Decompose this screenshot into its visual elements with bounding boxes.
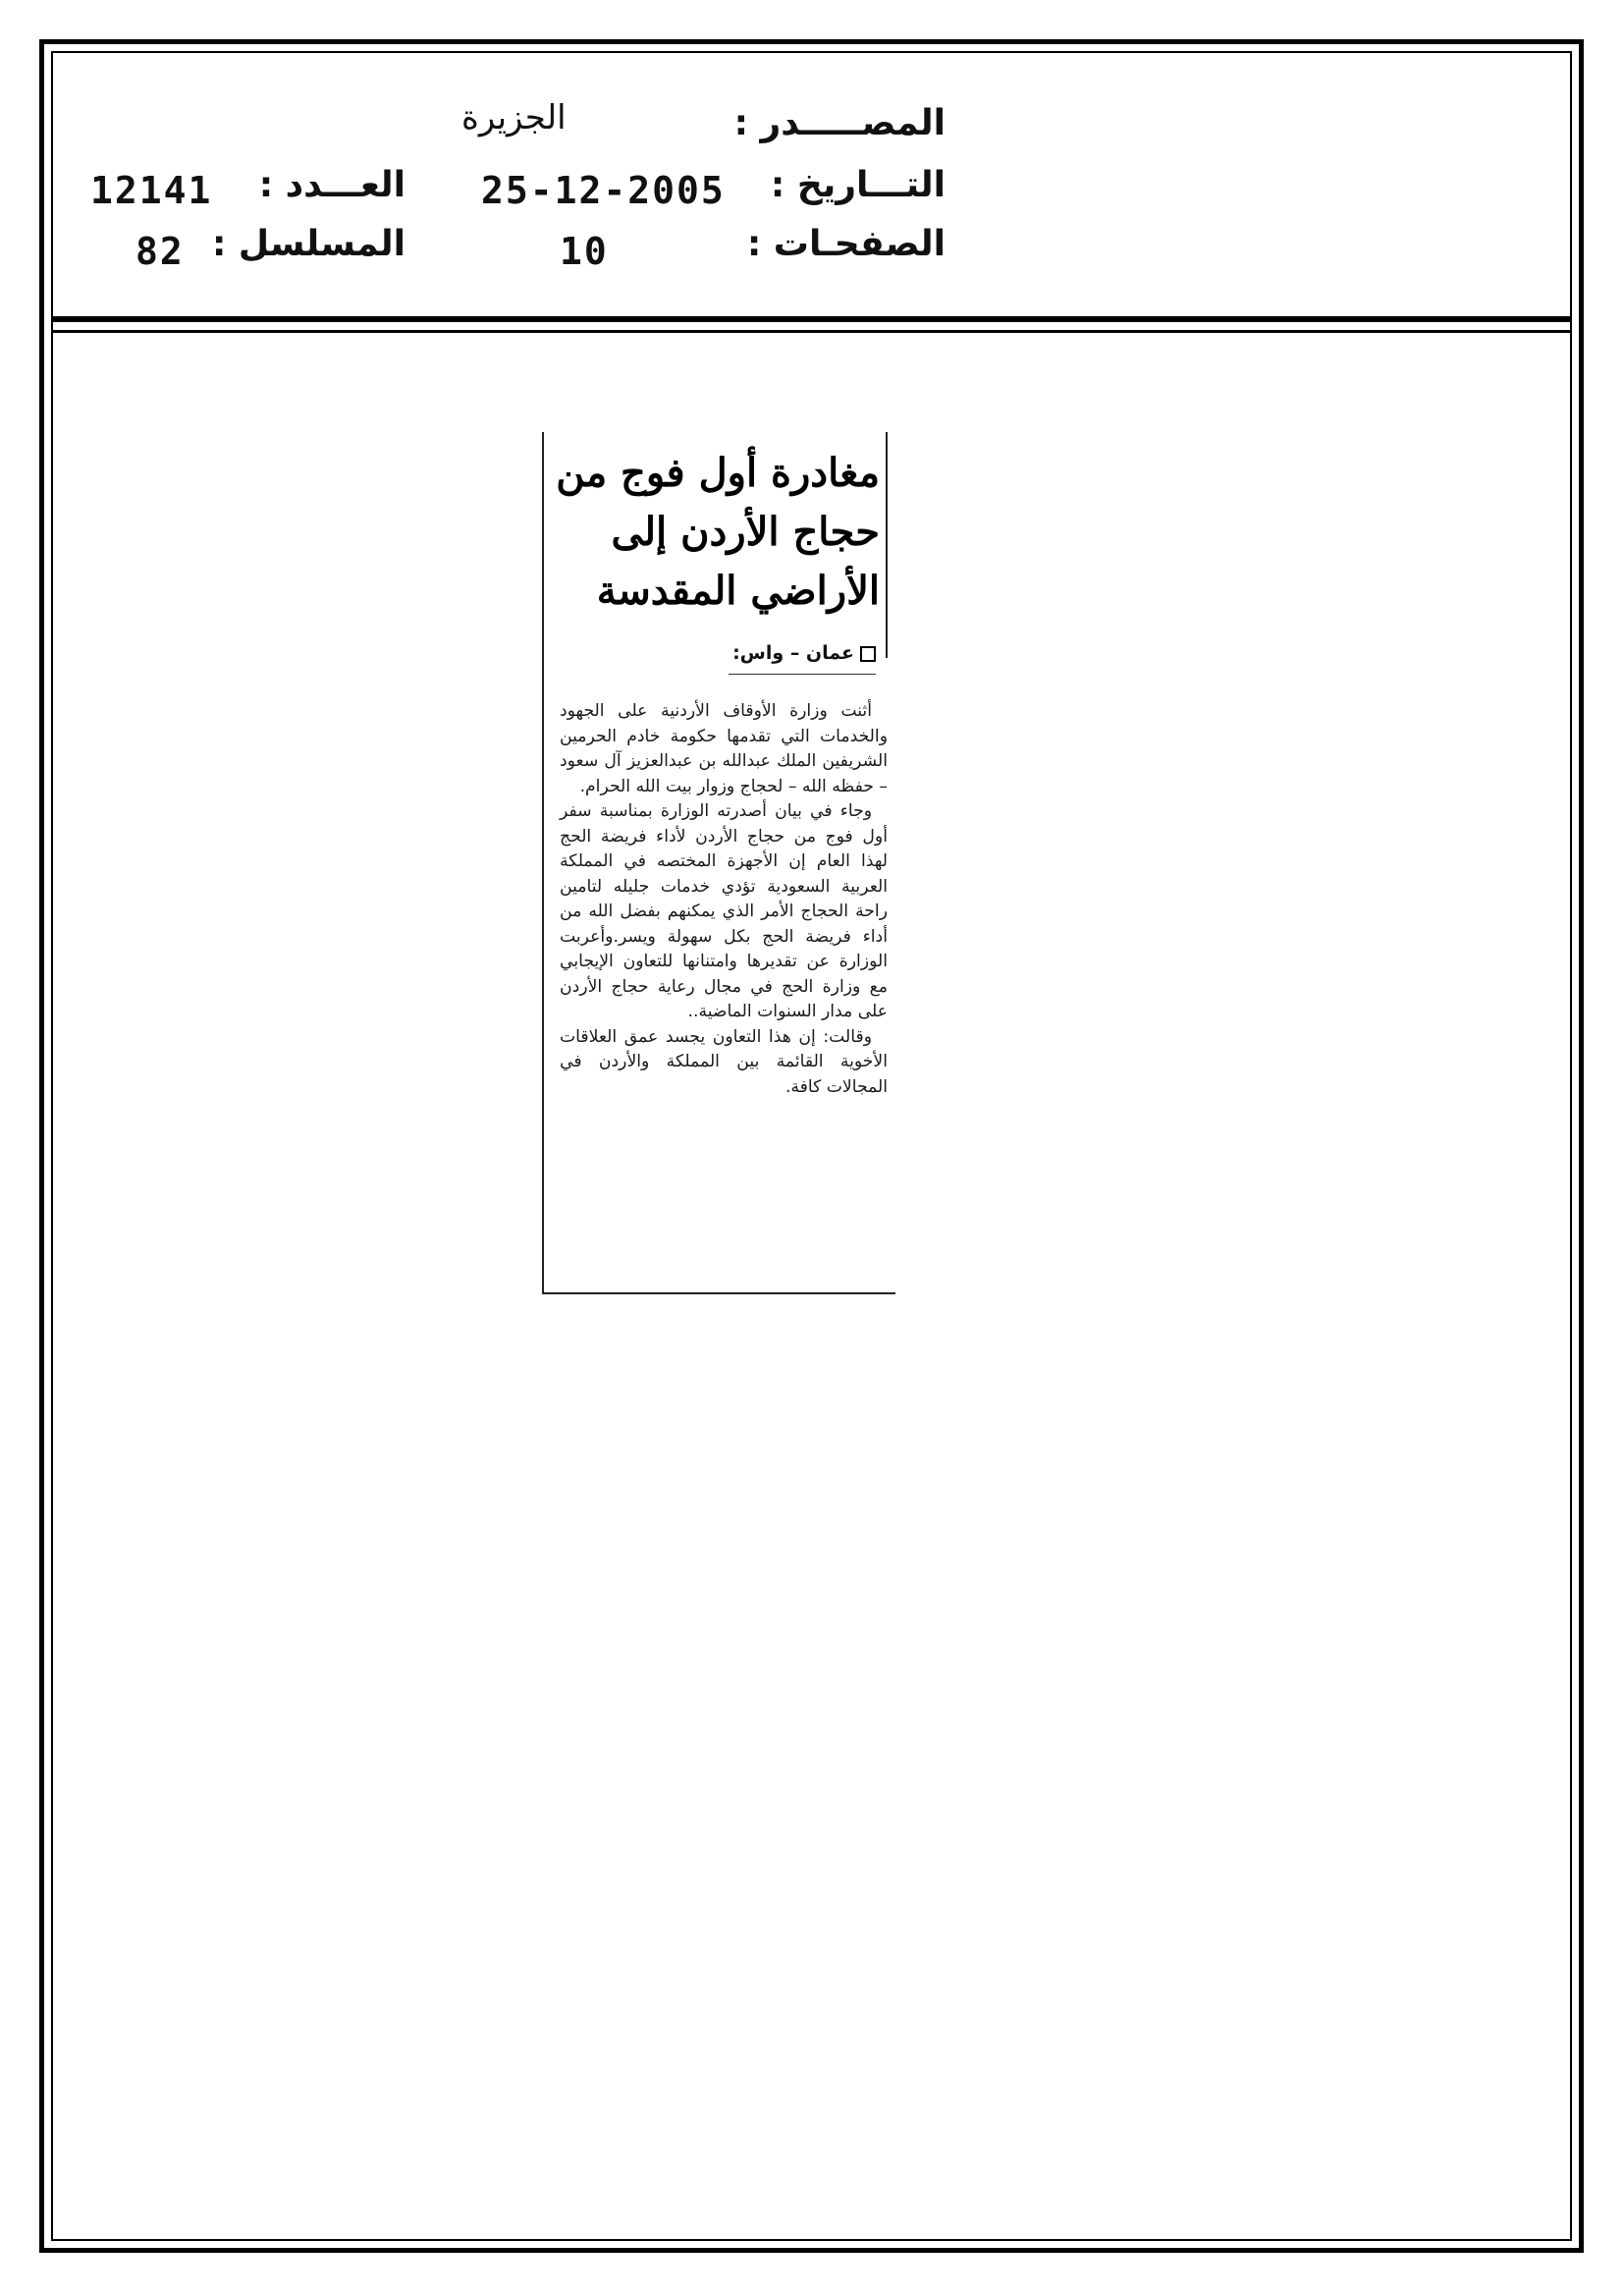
article-paragraph: أثنت وزارة الأوقاف الأردنية على الجهود والخدمات التي تقدمها حكومة خادم الحرمين الشريفين الملك عبدالله بن عبدالعزيز آل سعود – حفظه الله – لحجاج وزوار بيت الله الحرام.: [560, 701, 888, 796]
pages-value: 10: [560, 230, 609, 273]
source-value: الجزيرة: [461, 98, 567, 137]
issue-label: العـــدد :: [258, 165, 406, 205]
dateline-text: عمان – واس:: [732, 642, 854, 664]
header-divider-thin: [51, 330, 1572, 333]
article-dateline: [581, 642, 876, 664]
serial-label: المسلسل :: [211, 224, 406, 264]
article-body: [560, 699, 888, 1100]
source-label: المصـــــدر :: [733, 103, 946, 143]
dateline-underline: [729, 674, 876, 675]
article-paragraph: وجاء في بيان أصدرته الوزارة بمناسبة سفر أول فوج من حجاج الأردن لأداء فريضة الحج لهذا العام إن الأجهزة المختصه في المملكة العربية السعودية تؤدي خدمات جليله لتامين راحة الحجاج الأمر الذي يمكنهم بفضل الله من أداء فريضة الحج بكل سهولة ويسر.وأعربت الوزارة عن تقديرها وامتنانها للتعاون الإيجابي مع وزارة الحج في مجال رعاية حجاج الأردن على مدار السنوات الماضية..: [560, 801, 888, 1021]
article-headline: مغادرة أول فوج من حجاج الأردن إلى الأراضي المقدسة: [556, 450, 880, 614]
date-value: 25-12-2005: [481, 169, 726, 212]
serial-value: 82: [135, 230, 185, 273]
pages-label: الصفحـات :: [746, 224, 946, 264]
column-rule-right: [886, 432, 888, 658]
column-rule-left: [542, 432, 544, 1294]
date-label: التـــاريخ :: [770, 165, 946, 205]
square-bullet-icon: [860, 646, 876, 662]
article-paragraph: وقالت: إن هذا التعاون يجسد عمق العلاقات الأخوية القائمة بين المملكة والأردن في المجالات كافة.: [560, 1026, 888, 1097]
column-rule-bottom: [542, 1292, 895, 1294]
news-clipping: [542, 432, 895, 1296]
header-divider-thick: [51, 316, 1572, 322]
issue-value: 12141: [90, 169, 213, 212]
